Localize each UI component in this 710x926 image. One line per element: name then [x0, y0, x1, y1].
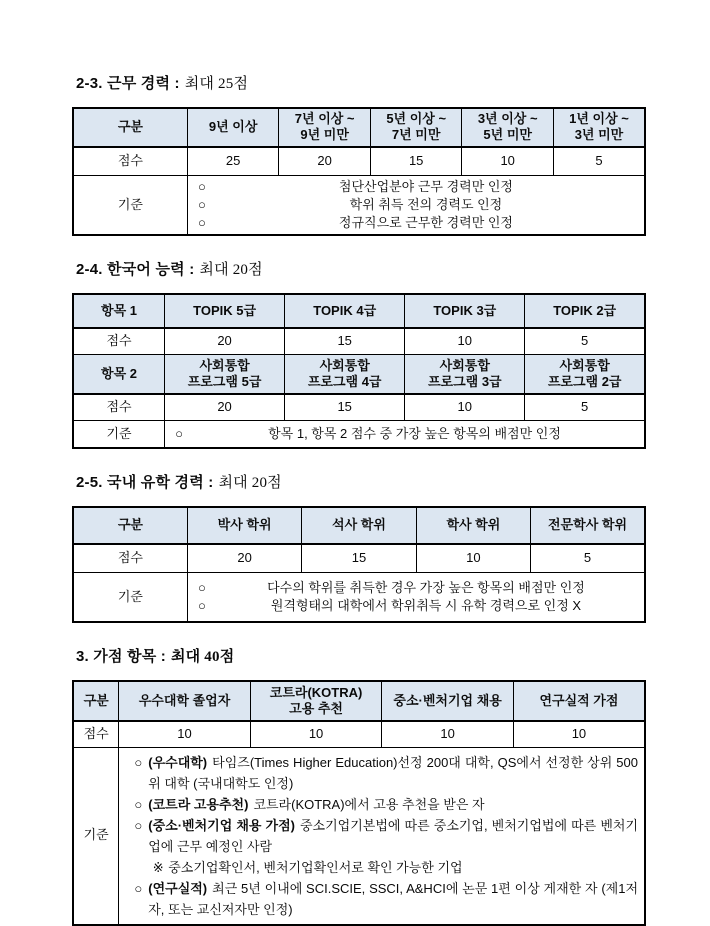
criteria-row [73, 420, 645, 448]
circle-bullet-icon: ○ [197, 215, 206, 230]
header-cell: TOPIK 2급 [525, 294, 645, 328]
section-title-study [76, 471, 646, 492]
score-cell: 25 [187, 147, 279, 176]
row-label-cell: 점수 [73, 147, 187, 176]
row-label-cell: 점수 [73, 328, 165, 354]
corner-header-cell: 항목 1 [73, 294, 165, 328]
criteria-bold-label: (연구실적) [148, 880, 208, 896]
header-cell: 사회통합 프로그램 4급 [285, 354, 405, 394]
row-label-cell: 점수 [73, 544, 187, 572]
circle-bullet-icon: ○ [197, 197, 206, 212]
criteria-note: ※ 중소기업확인서, 벤처기업확인서로 확인 가능한 기업 [148, 857, 638, 878]
header-cell: 중소·벤처기업 채용 [382, 681, 514, 721]
score-cell: 20 [165, 394, 285, 420]
score-cell: 20 [279, 147, 371, 176]
score-cell: 5 [553, 147, 645, 176]
header-cell: TOPIK 5급 [165, 294, 285, 328]
section-work-experience [72, 72, 646, 236]
score-cell: 5 [525, 394, 645, 420]
header-cell: 학사 학위 [416, 507, 530, 544]
header-cell: 7년 이상 ~ 9년 미만 [279, 108, 371, 147]
score-row [73, 544, 645, 572]
section-title-max-points: 최대 25점 [184, 76, 249, 92]
header-cell: 1년 이상 ~ 3년 미만 [553, 108, 645, 147]
score-cell: 20 [165, 328, 285, 354]
circle-bullet-icon: ○ [197, 179, 206, 194]
score-cell: 10 [119, 721, 251, 747]
header-cell: TOPIK 4급 [285, 294, 405, 328]
score-row [73, 394, 645, 420]
score-cell: 20 [187, 544, 301, 572]
score-cell: 10 [513, 721, 645, 747]
criteria-bullet: ○ 다수의 학위를 취득한 경우 가장 높은 항목의 배점만 인정 [192, 579, 640, 597]
header-cell: 우수대학 졸업자 [119, 681, 251, 721]
criteria-bullet: ○ 항목 1, 항목 2 점수 중 가장 높은 항목의 배점만 인정 [169, 425, 640, 443]
score-cell: 10 [382, 721, 514, 747]
row-label-cell: 기준 [73, 420, 165, 448]
corner-header-cell: 항목 2 [73, 354, 165, 394]
criteria-bullet: ○ 학위 취득 전의 경력도 인정 [192, 196, 640, 214]
circle-bullet-icon: ○ [134, 817, 143, 833]
score-cell: 5 [525, 328, 645, 354]
item1-header-row [73, 294, 645, 328]
table-header-row [73, 507, 645, 544]
header-cell: 사회통합 프로그램 5급 [165, 354, 285, 394]
criteria-row [73, 747, 645, 925]
section-korean-ability [72, 258, 646, 449]
section-title-text: 2-4. 한국어 능력 : [76, 261, 195, 278]
score-cell: 10 [416, 544, 530, 572]
domestic-study-table [72, 506, 646, 623]
section-title-text: 3. 가점 항목 : [76, 648, 166, 665]
header-cell: 5년 이상 ~ 7년 미만 [370, 108, 462, 147]
section-title-korean [76, 258, 646, 279]
header-cell: 사회통합 프로그램 2급 [525, 354, 645, 394]
work-experience-table [72, 107, 646, 236]
section-title-max-points: 최대 20점 [199, 262, 263, 278]
circle-bullet-icon: ○ [134, 796, 143, 812]
criteria-bold-label: (코트라 고용추천) [148, 796, 249, 812]
criteria-bullet: ○ (중소·벤처기업 채용 가점) 중소기업기본법에 따른 중소기업, 벤처기업법에 따른 벤처기업에 근무 예정인 사람 [128, 815, 638, 857]
circle-bullet-icon: ○ [134, 880, 143, 896]
section-domestic-study [72, 471, 646, 623]
score-cell: 5 [531, 544, 645, 572]
criteria-row [73, 176, 645, 236]
criteria-bold-label: (중소·벤처기업 채용 가점) [148, 817, 295, 833]
header-cell: 연구실적 가점 [513, 681, 645, 721]
reference-mark-icon: ※ [152, 859, 164, 875]
criteria-bullet: ○ (우수대학) 타임즈(Times Higher Education)선정 200대 대학, QS에서 선정한 상위 500위 대학 (국내대학도 인정) [128, 752, 638, 794]
criteria-cell [187, 176, 645, 236]
header-cell: 3년 이상 ~ 5년 미만 [462, 108, 554, 147]
table-header-row [73, 681, 645, 721]
corner-header-cell: 구분 [73, 507, 187, 544]
criteria-bold-label: (우수대학) [148, 754, 208, 770]
criteria-bullet: ○ 첨단산업분야 근무 경력만 인정 [192, 178, 640, 196]
corner-header-cell: 구분 [73, 108, 187, 147]
score-cell: 15 [285, 394, 405, 420]
korean-ability-table [72, 293, 646, 449]
section-title-text: 2-3. 근무 경력 : [76, 75, 180, 92]
corner-header-cell: 구분 [73, 681, 119, 721]
score-row [73, 721, 645, 747]
score-cell: 15 [302, 544, 416, 572]
table-header-row [73, 108, 645, 147]
bonus-points-table [72, 680, 646, 926]
item2-header-row [73, 354, 645, 394]
score-cell: 10 [462, 147, 554, 176]
section-title-max-points: 최대 20점 [218, 475, 282, 491]
row-label-cell: 점수 [73, 721, 119, 747]
criteria-bullet: ○ (코트라 고용추천) 코트라(KOTRA)에서 고용 추천을 받은 자 [128, 794, 638, 815]
criteria-bullet: ○ 원격형태의 대학에서 학위취득 시 유학 경력으로 인정 X [192, 597, 640, 615]
criteria-cell [119, 747, 645, 925]
score-cell: 10 [405, 328, 525, 354]
criteria-cell [187, 572, 645, 622]
score-cell: 15 [370, 147, 462, 176]
criteria-bullet: ○ (연구실적) 최근 5년 이내에 SCI.SCIE, SSCI, A&HCI에 논문 1편 이상 게재한 자 (제1저자, 또는 교신저자만 인정) [128, 878, 638, 920]
row-label-cell: 기준 [73, 572, 187, 622]
score-cell: 10 [405, 394, 525, 420]
score-row [73, 328, 645, 354]
section-title-bonus [76, 645, 646, 666]
score-cell: 10 [250, 721, 382, 747]
circle-bullet-icon: ○ [197, 597, 206, 613]
header-cell: 전문학사 학위 [531, 507, 645, 544]
score-cell: 15 [285, 328, 405, 354]
header-cell: 9년 이상 [187, 108, 279, 147]
header-cell: TOPIK 3급 [405, 294, 525, 328]
row-label-cell: 점수 [73, 394, 165, 420]
header-cell: 석사 학위 [302, 507, 416, 544]
row-label-cell: 기준 [73, 747, 119, 925]
circle-bullet-icon: ○ [197, 579, 206, 595]
header-cell: 코트라(KOTRA) 고용 추천 [250, 681, 382, 721]
header-cell: 사회통합 프로그램 3급 [405, 354, 525, 394]
criteria-bullet: ○ 정규직으로 근무한 경력만 인정 [192, 214, 640, 232]
row-label-cell: 기준 [73, 176, 187, 236]
section-title-max-points: 최대 40점 [170, 649, 235, 665]
section-title-work [76, 72, 646, 93]
section-title-text: 2-5. 국내 유학 경력 : [76, 474, 214, 491]
criteria-cell [165, 420, 645, 448]
circle-bullet-icon: ○ [175, 425, 183, 441]
circle-bullet-icon: ○ [134, 754, 143, 770]
score-row [73, 147, 645, 176]
criteria-row [73, 572, 645, 622]
header-cell: 박사 학위 [187, 507, 301, 544]
section-bonus-points [72, 645, 646, 926]
